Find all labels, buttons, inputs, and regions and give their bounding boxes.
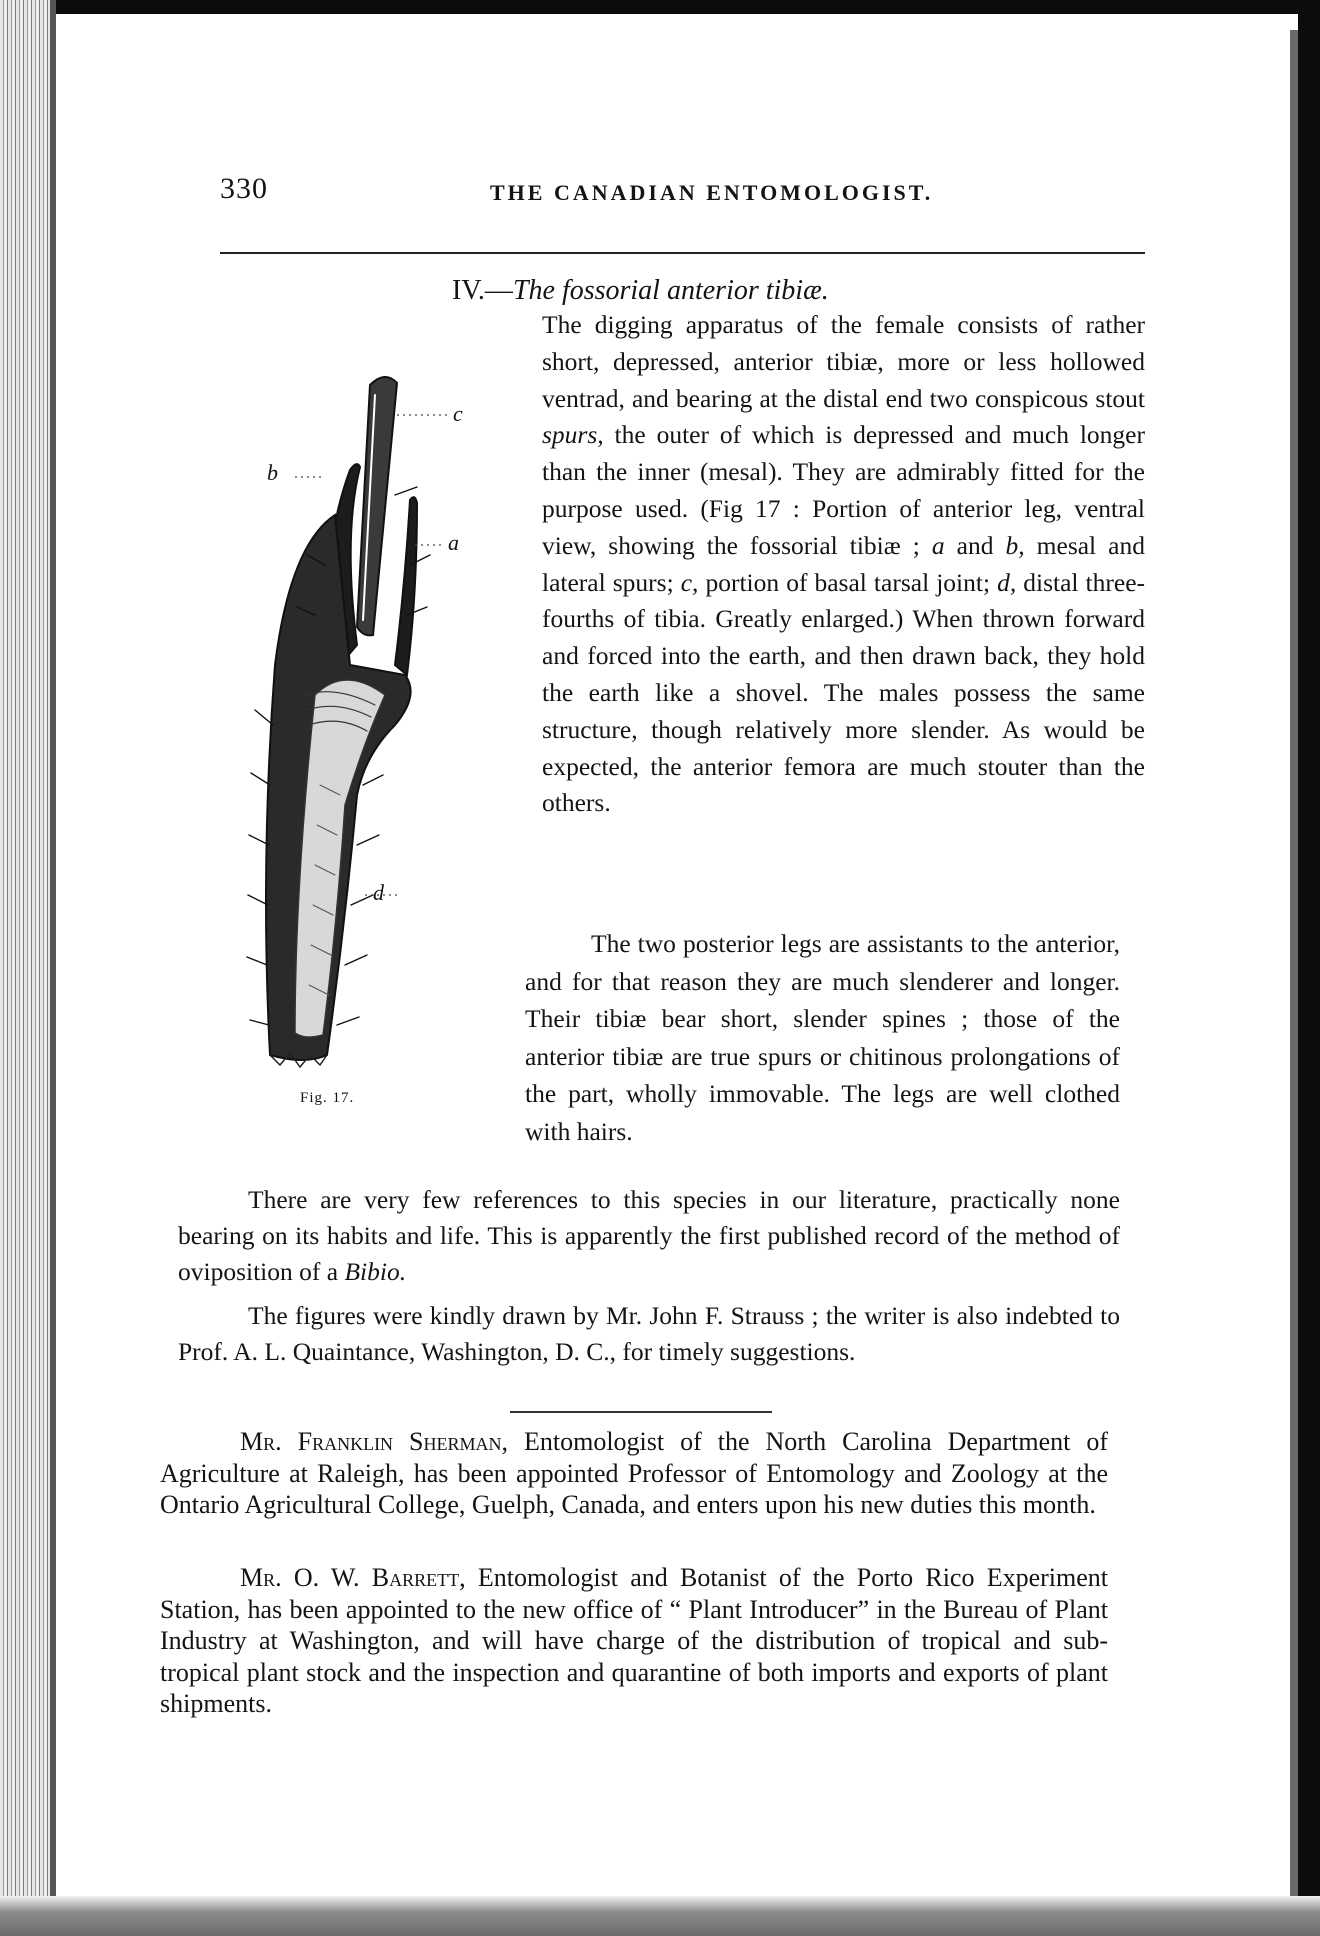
text-run: portion of basal tarsal joint; <box>698 567 998 597</box>
text-run: mesal and lateral spurs; <box>542 530 1145 597</box>
figure-17-tibia-drawing <box>245 365 475 1075</box>
page-number: 330 <box>220 172 268 205</box>
italic-term-spurs: spurs, <box>542 420 604 450</box>
text-run: and <box>944 530 1006 560</box>
news-note-barrett <box>160 1562 1108 1720</box>
section-number: IV.— <box>452 275 513 306</box>
italic-term-bibio: Bibio. <box>344 1257 407 1286</box>
note-name: Mr. O. W. Barrett, <box>240 1563 466 1592</box>
figure-label-d: d <box>373 880 384 905</box>
note-text: Entomologist of the North Carolina Department of Agriculture at Raleigh, has been appointed Professor of Entomology and Zoology at the Ontario Agricultural College, Guelph, Canada, and enters upon his new duties this month. <box>160 1427 1109 1519</box>
italic-letter-c: c, <box>680 567 699 597</box>
text-run: The digging apparatus of the female consists of rather short, depressed, anterior tibiæ, more or less hollowed ventrad, and bearing at the distal end two conspicous stout <box>542 310 1145 413</box>
text-run: the outer of which is depressed and much longer than the inner (mesal). They are admirably fitted for the purpose used. (Fig 17 : Portion of anterior leg, ventral view, showing the fossorial tibiæ ; <box>542 420 1145 560</box>
italic-letter-a: a <box>931 530 945 560</box>
journal-title: THE CANADIAN ENTOMOLOGIST. <box>490 180 934 205</box>
text-run: distal three-fourths of tibia. Greatly enlarged.) When thrown forward and forced into the earth, and then drawn back, they hold the earth like a shovel. The males possess the same structure, though relatively more slender. As would be expected, the anterior femora are much stouter than the others. <box>542 567 1146 818</box>
paragraph-references <box>178 1182 1120 1290</box>
header-rule <box>220 252 1145 254</box>
italic-letter-d: d, <box>997 567 1017 597</box>
paragraph-posterior-legs: The two posterior legs are assistants to the anterior, and for that reason they are much slenderer and longer. Their tibiæ bear short, slender spines ; those of the anterior tibiæ are true spurs or chitinous prolongations of the part, wholly immovable. The legs are well clothed with hairs. <box>525 929 1120 1146</box>
paragraph-acknowledgements: The figures were kindly drawn by Mr. John F. Strauss ; the writer is also indebted to Prof. A. L. Quaintance, Washington, D. C., for timely suggestions. <box>178 1301 1120 1366</box>
running-head <box>220 172 1145 212</box>
tibia-engraving-illustration <box>245 365 475 1075</box>
figure-label-b: b <box>267 460 278 485</box>
note-text: Entomologist and Botanist of the Porto Rico Experiment Station, has been appointed to the new office of “ Plant Introducer” in the Bureau of Plant Industry at Washington, and will have charge of the distribution of tropical and sub-tropical plant stock and the inspection and quarantine of both imports and exports of plant shipments. <box>160 1563 1108 1718</box>
text-run: There are very few references to this species in our literature, practically none bearing on its habits and life. This is apparently the first published record of the method of oviposition of a <box>178 1185 1120 1286</box>
section-divider <box>510 1411 772 1413</box>
note-name: Mr. Franklin Sherman, <box>240 1427 509 1456</box>
italic-letter-b: b, <box>1005 530 1025 560</box>
section-title: The fossorial anterior tibiæ. <box>512 275 829 306</box>
section-heading <box>452 275 829 307</box>
figure-caption: Fig. 17. <box>300 1090 355 1106</box>
figure-label-a: a <box>448 530 459 555</box>
figure-label-c: c <box>453 401 463 426</box>
news-note-sherman <box>160 1426 1108 1521</box>
